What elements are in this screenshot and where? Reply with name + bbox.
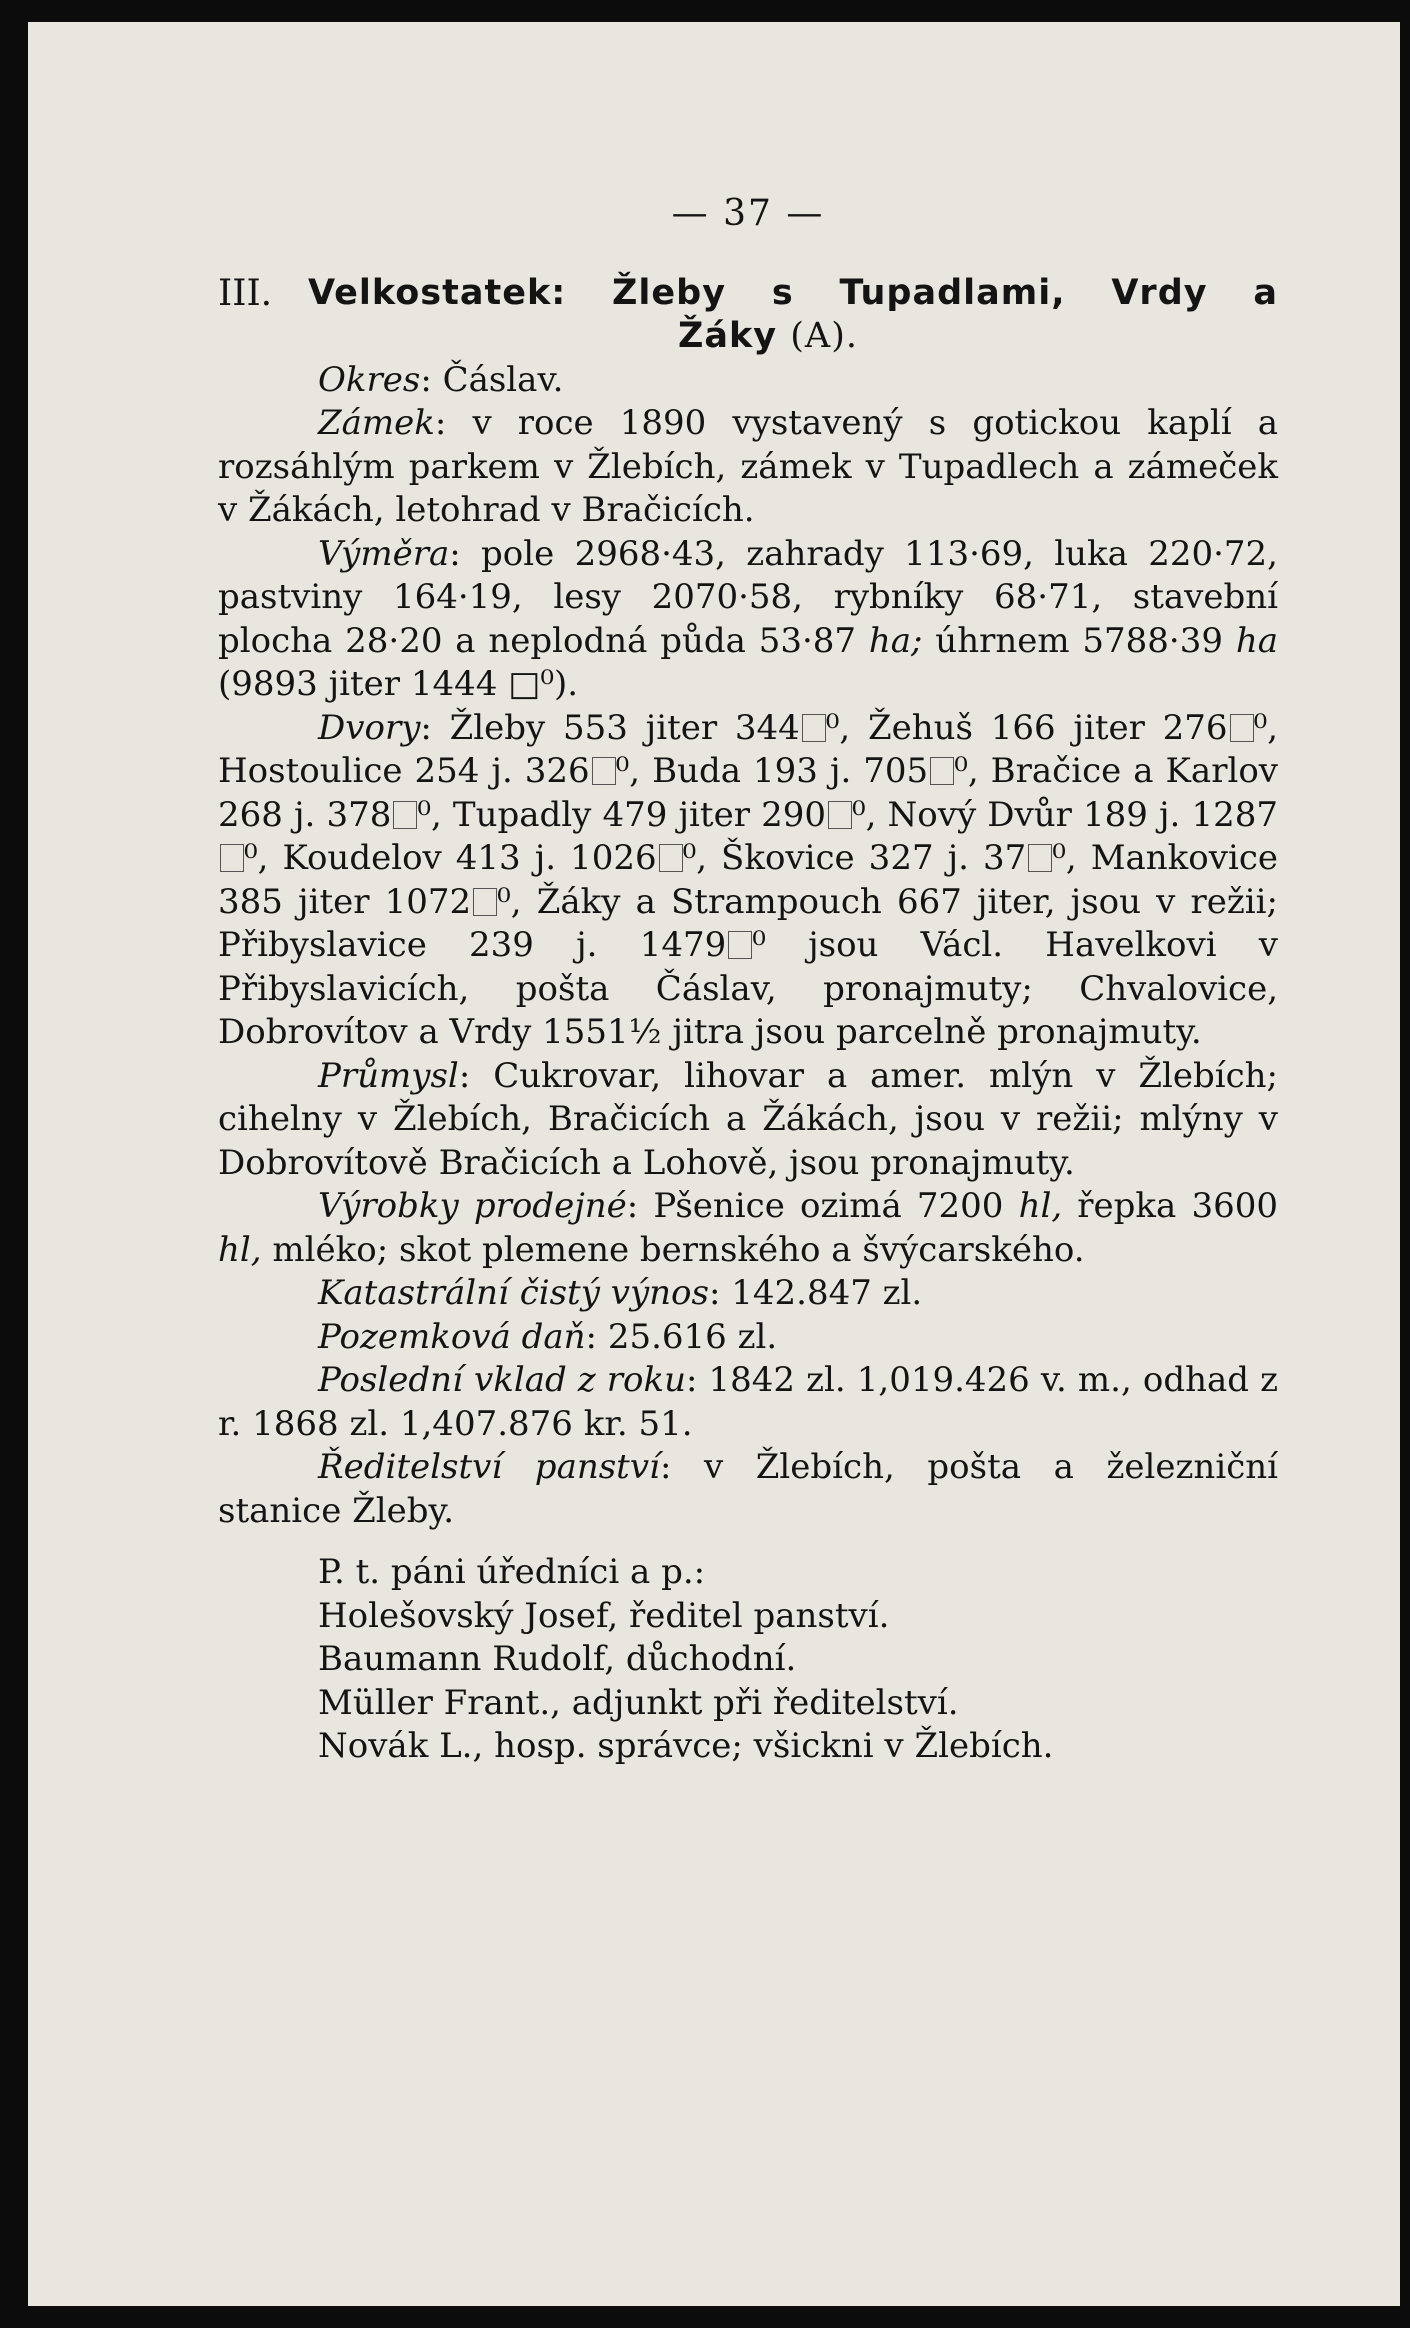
staff-item: Baumann Rudolf, důchodní. <box>318 1639 797 1679</box>
vklad-entry: Poslední vklad z roku: 1842 zl. 1,019.426 v. m., odhad z r. 1868 zl. 1,407.876 kr. 51. <box>218 1360 1278 1444</box>
square-fathom-icon <box>393 801 417 829</box>
vymera-label: Výměra <box>318 533 450 574</box>
zamek-text: v roce 1890 vystavený s gotickou kaplí a rozsáhlým parkem v Žlebích, zámek v Tupadlech a zámeček v Žákách, letohrad v Bračicích. <box>218 403 1278 530</box>
okres-entry: Okres: Čáslav. <box>318 359 564 400</box>
staff-item: Holešovský Josef, ředitel panství. <box>318 1595 890 1636</box>
zamek-label: Zámek <box>318 403 435 443</box>
text-block <box>218 192 1278 1769</box>
heading-title-line2: Žáky <box>678 316 778 356</box>
heading-number: III. <box>218 272 273 314</box>
vymera-entry: Výměra: pole 2968·43, zahrady 113·69, luka 220·72, pastviny 164·19, lesy 2070·58, rybníky 68·71, stavební plocha 28·20 a neplodná půda 53·87 ha; úhrnem 5788·39 ha (9893 jiter 1444 □⁰). <box>218 533 1278 704</box>
square-fathom-icon <box>473 888 497 916</box>
square-fathom-icon <box>930 757 954 785</box>
estate-heading <box>218 272 1278 359</box>
reditelstvi-entry: Ředitelství panství: v Žlebích, pošta a železniční stanice Žleby. <box>218 1447 1279 1531</box>
zamek-entry: Zámek: v roce 1890 vystavený s gotickou kaplí a rozsáhlým parkem v Žlebích, zámek v Tupadlech a zámeček v Žákách, letohrad v Bračicích. <box>218 403 1278 530</box>
page-number: — 37 — <box>671 193 825 234</box>
square-fathom-icon <box>659 844 683 872</box>
vyrobky-entry: Výrobky prodejné: Pšenice ozimá 7200 hl, řepka 3600 hl, mléko; skot plemene bernského a švýcarského. <box>218 1186 1278 1270</box>
square-fathom-icon <box>802 714 826 742</box>
square-fathom-icon <box>1230 714 1254 742</box>
prumysl-label: Průmysl <box>318 1055 459 1096</box>
square-fathom-icon <box>728 931 752 959</box>
okres-value: Čáslav. <box>442 359 564 400</box>
staff-item: Müller Frant., adjunkt při ředitelství. <box>318 1682 959 1723</box>
heading-title-suffix: (A). <box>790 316 858 356</box>
scanned-page <box>28 22 1400 2306</box>
dan-entry: Pozemková daň: 25.616 zl. <box>318 1316 778 1357</box>
square-fathom-icon <box>220 844 244 872</box>
heading-title-line1: Velkostatek: Žleby s Tupadlami, Vrdy a <box>308 272 1278 313</box>
staff-intro: P. t. páni úředníci a p.: <box>318 1552 706 1592</box>
katastr-entry: Katastrální čistý výnos: 142.847 zl. <box>318 1273 923 1313</box>
dvory-label: Dvory <box>318 707 421 748</box>
staff-item: Novák L., hosp. správce; všickni v Žlebích. <box>318 1726 1054 1766</box>
square-fathom-icon <box>1028 844 1052 872</box>
square-fathom-icon <box>592 757 616 785</box>
vyrobky-label: Výrobky prodejné <box>318 1186 627 1226</box>
square-fathom-icon <box>828 801 852 829</box>
prumysl-entry: Průmysl: Cukrovar, lihovar a amer. mlýn v Žlebích; cihelny v Žlebích, Bračicích a Žákách, jsou v režii; mlýny v Dobrovítově Bračicích a Lohově, jsou pronajmuty. <box>218 1055 1278 1183</box>
dvory-entry: Dvory: Žleby 553 jiter 344 ⁰, Žehuš 166 jiter 276 ⁰, Hostoulice 254 j. 326 ⁰, Buda 193 j. 705 ⁰, Bračice a Karlov 268 j. 378 ⁰, Tupadly 479 jiter 290 ⁰, Nový Dvůr 189 j. 1287⁰, Koudelov 413 j. 1026 ⁰, Škovice 327 j. 37 ⁰, Mankovice 385 jiter 1072 ⁰, Žáky a Strampouch 667 jiter, jsou v režii; Přibyslavice 239 j. 1479 ⁰ jsou Václ. Havelkovi v Přibyslavicích, pošta Čáslav, pronajmuty; Chvalovice, Dobrovítov a Vrdy 1551½ jitra jsou parcelně pronajmuty. <box>218 707 1278 1052</box>
staff-list <box>218 1551 1278 1769</box>
okres-label: Okres <box>318 359 421 400</box>
